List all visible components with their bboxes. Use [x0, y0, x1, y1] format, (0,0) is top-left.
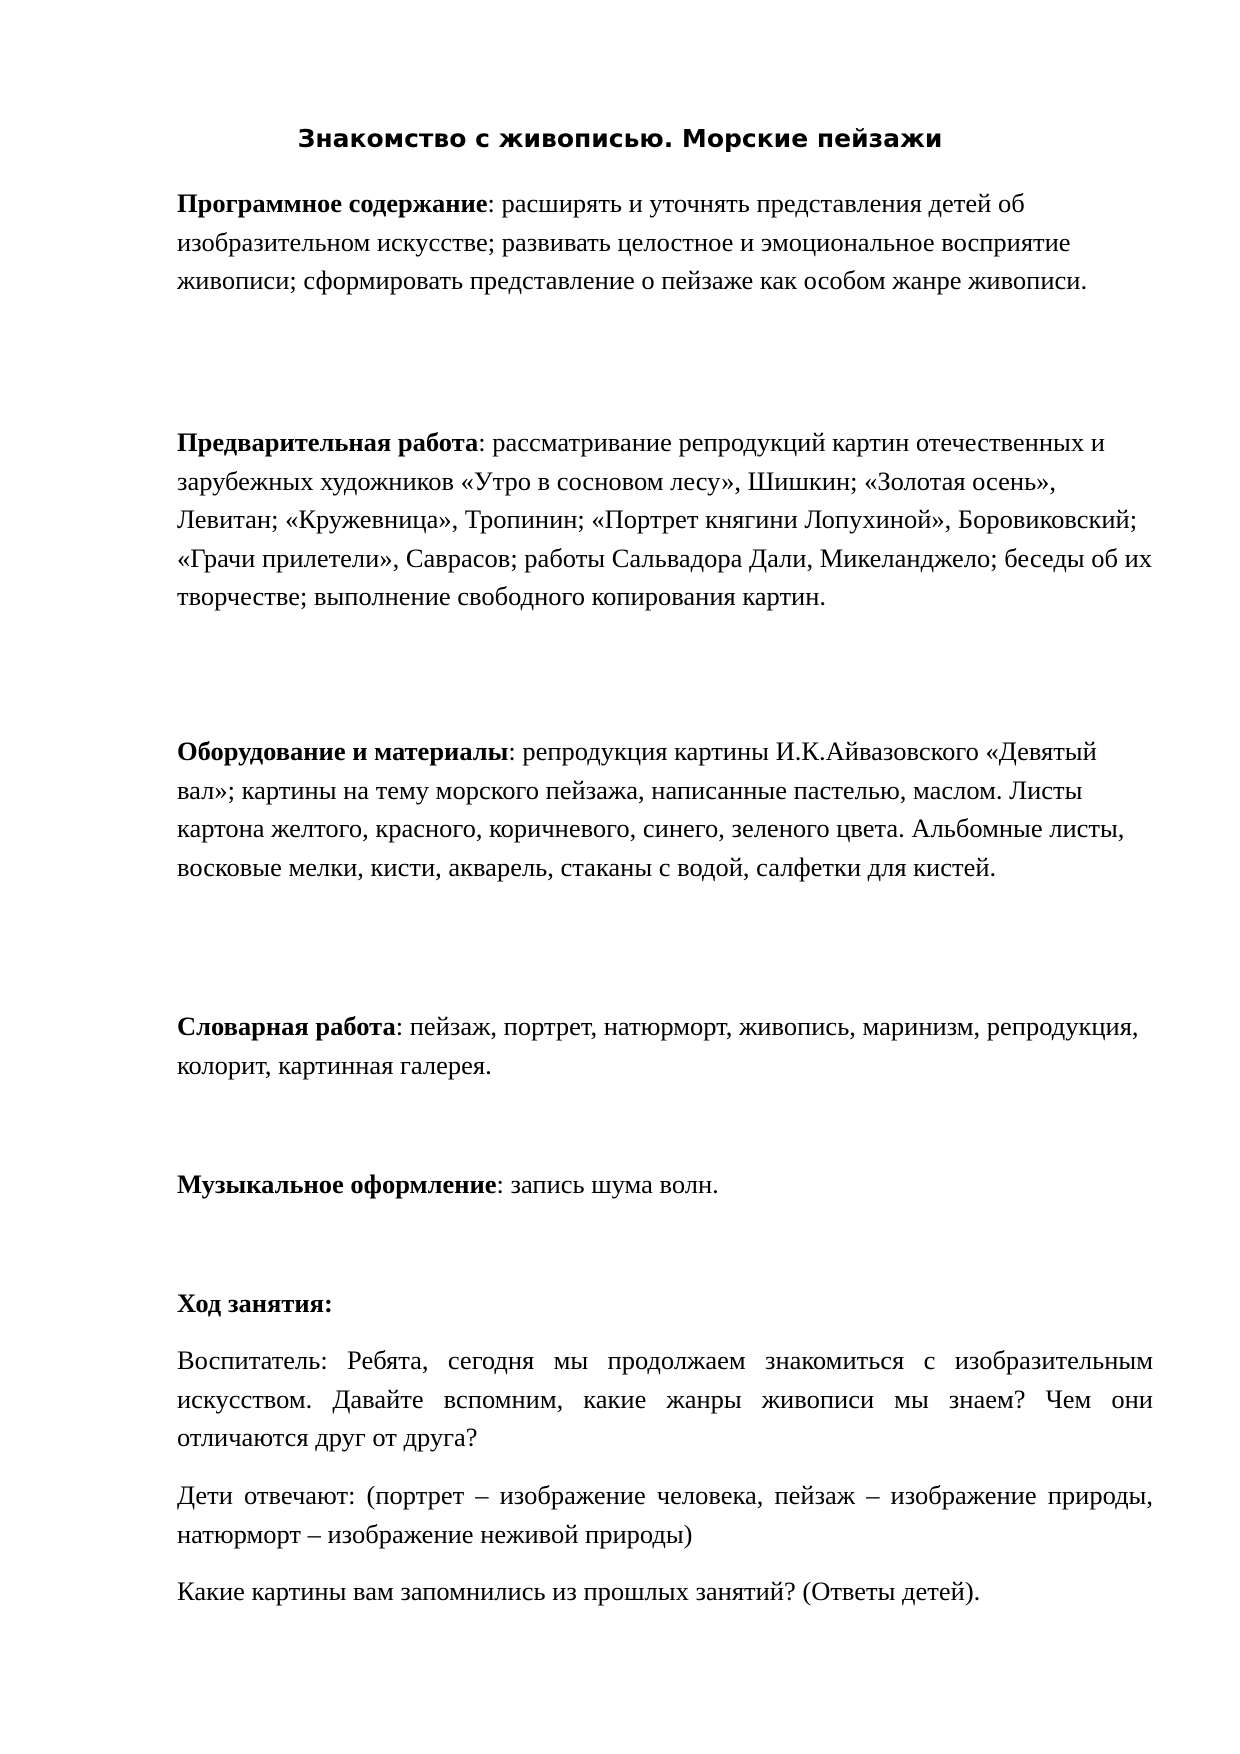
document-title: Знакомство с живописью. Морские пейзажи [297, 124, 943, 153]
section-music [177, 1165, 1153, 1204]
section-equipment [177, 732, 1153, 886]
section-text: : расширять и уточнять представления детей об изобразительном искусстве; развивать целостное и эмоциональное восприятие живописи; сформировать представление о пейзаже как особом жанре живописи. [177, 188, 1088, 295]
section-label: Словарная работа [177, 1011, 396, 1041]
section-preliminary-work [177, 423, 1153, 616]
section-text: : рассматривание репродукций картин отечественных и зарубежных художников «Утро в сосновом лесу», Шишкин; «Золотая осень», Левитан; «Кружевница», Тропинин; «Портрет княгини Лопухиной», Боровиковский; «Грачи прилетели», Саврасов; работы Сальвадора Дали, Микеланджело; беседы об их творчестве; выполнение свободного копирования картин. [177, 427, 1153, 611]
section-program-content [177, 184, 1153, 300]
lesson-heading: Ход занятия: [177, 1288, 333, 1318]
lesson-paragraph: Какие картины вам запомнились из прошлых занятий? (Ответы детей). [177, 1576, 981, 1606]
section-text: : репродукция картины И.К.Айвазовского «Девятый вал»; картины на тему морского пейзажа, написанные пастелью, маслом. Листы картона желтого, красного, коричневого, синего, зеленого цвета. Альбомные листы, восковые мелки, кисти, акварель, стаканы с водой, салфетки для кистей. [177, 736, 1125, 882]
lesson-paragraph: Дети отвечают: (портрет – изображение человека, пейзаж – изображение природы, натюрморт – изображение неживой природы) [177, 1480, 1153, 1549]
section-label: Музыкальное оформление [177, 1169, 497, 1199]
section-text: : запись шума волн. [496, 1169, 719, 1199]
section-label: Оборудование и материалы [177, 736, 509, 766]
section-text: : пейзаж, портрет, натюрморт, живопись, маринизм, репродукция, колорит, картинная галерея. [177, 1011, 1139, 1080]
section-vocabulary [177, 1007, 1153, 1084]
section-label: Программное содержание [177, 188, 488, 218]
section-label: Предварительная работа [177, 427, 479, 457]
lesson-paragraph: Воспитатель: Ребята, сегодня мы продолжаем знакомиться с изобразительным искусством. Давайте вспомним, какие жанры живописи мы знаем? Чем они отличаются друг от друга? [177, 1345, 1153, 1452]
